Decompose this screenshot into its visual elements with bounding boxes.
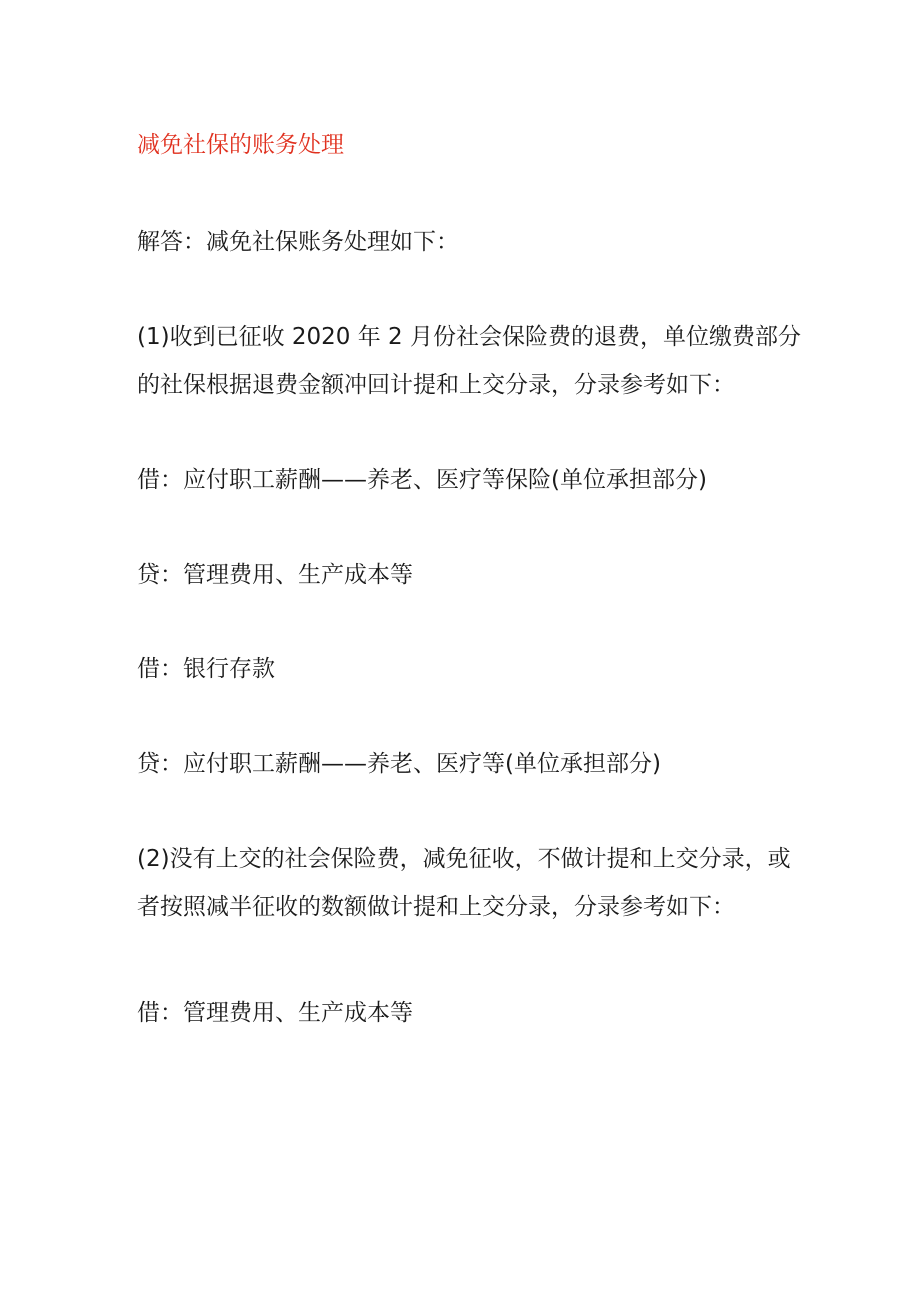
- item-2-paragraph: [137, 835, 797, 931]
- entry-3-debit: [137, 989, 797, 1037]
- answer-intro: [137, 218, 797, 266]
- item-1-line-2: 的社保根据退费金额冲回计提和上交分录，分录参考如下：: [137, 372, 735, 398]
- entry-1-debit: [137, 456, 797, 504]
- answer-intro-text: 解答：减免社保账务处理如下：: [137, 229, 459, 255]
- entry-1-debit-text: 借：应付职工薪酬——养老、医疗等保险(单位承担部分): [137, 467, 707, 493]
- entry-2-debit: [137, 645, 797, 693]
- entry-2-debit-text: 借：银行存款: [137, 656, 275, 682]
- document-title: 减免社保的账务处理: [137, 132, 344, 158]
- entry-3-debit-text: 借：管理费用、生产成本等: [137, 1000, 413, 1026]
- entry-2-credit: [137, 740, 797, 788]
- entry-2-credit-text: 贷：应付职工薪酬——养老、医疗等(单位承担部分): [137, 751, 661, 777]
- entry-1-credit-text: 贷：管理费用、生产成本等: [137, 562, 413, 588]
- item-2-line-1: (2)没有上交的社会保险费，减免征收，不做计提和上交分录，或: [137, 846, 791, 872]
- item-1-line-1: (1)收到已征收 2020 年 2 月份社会保险费的退费，单位缴费部分: [137, 324, 801, 350]
- item-2-line-2: 者按照减半征收的数额做计提和上交分录，分录参考如下：: [137, 894, 735, 920]
- entry-1-credit: [137, 551, 797, 599]
- item-1-paragraph: [137, 313, 801, 409]
